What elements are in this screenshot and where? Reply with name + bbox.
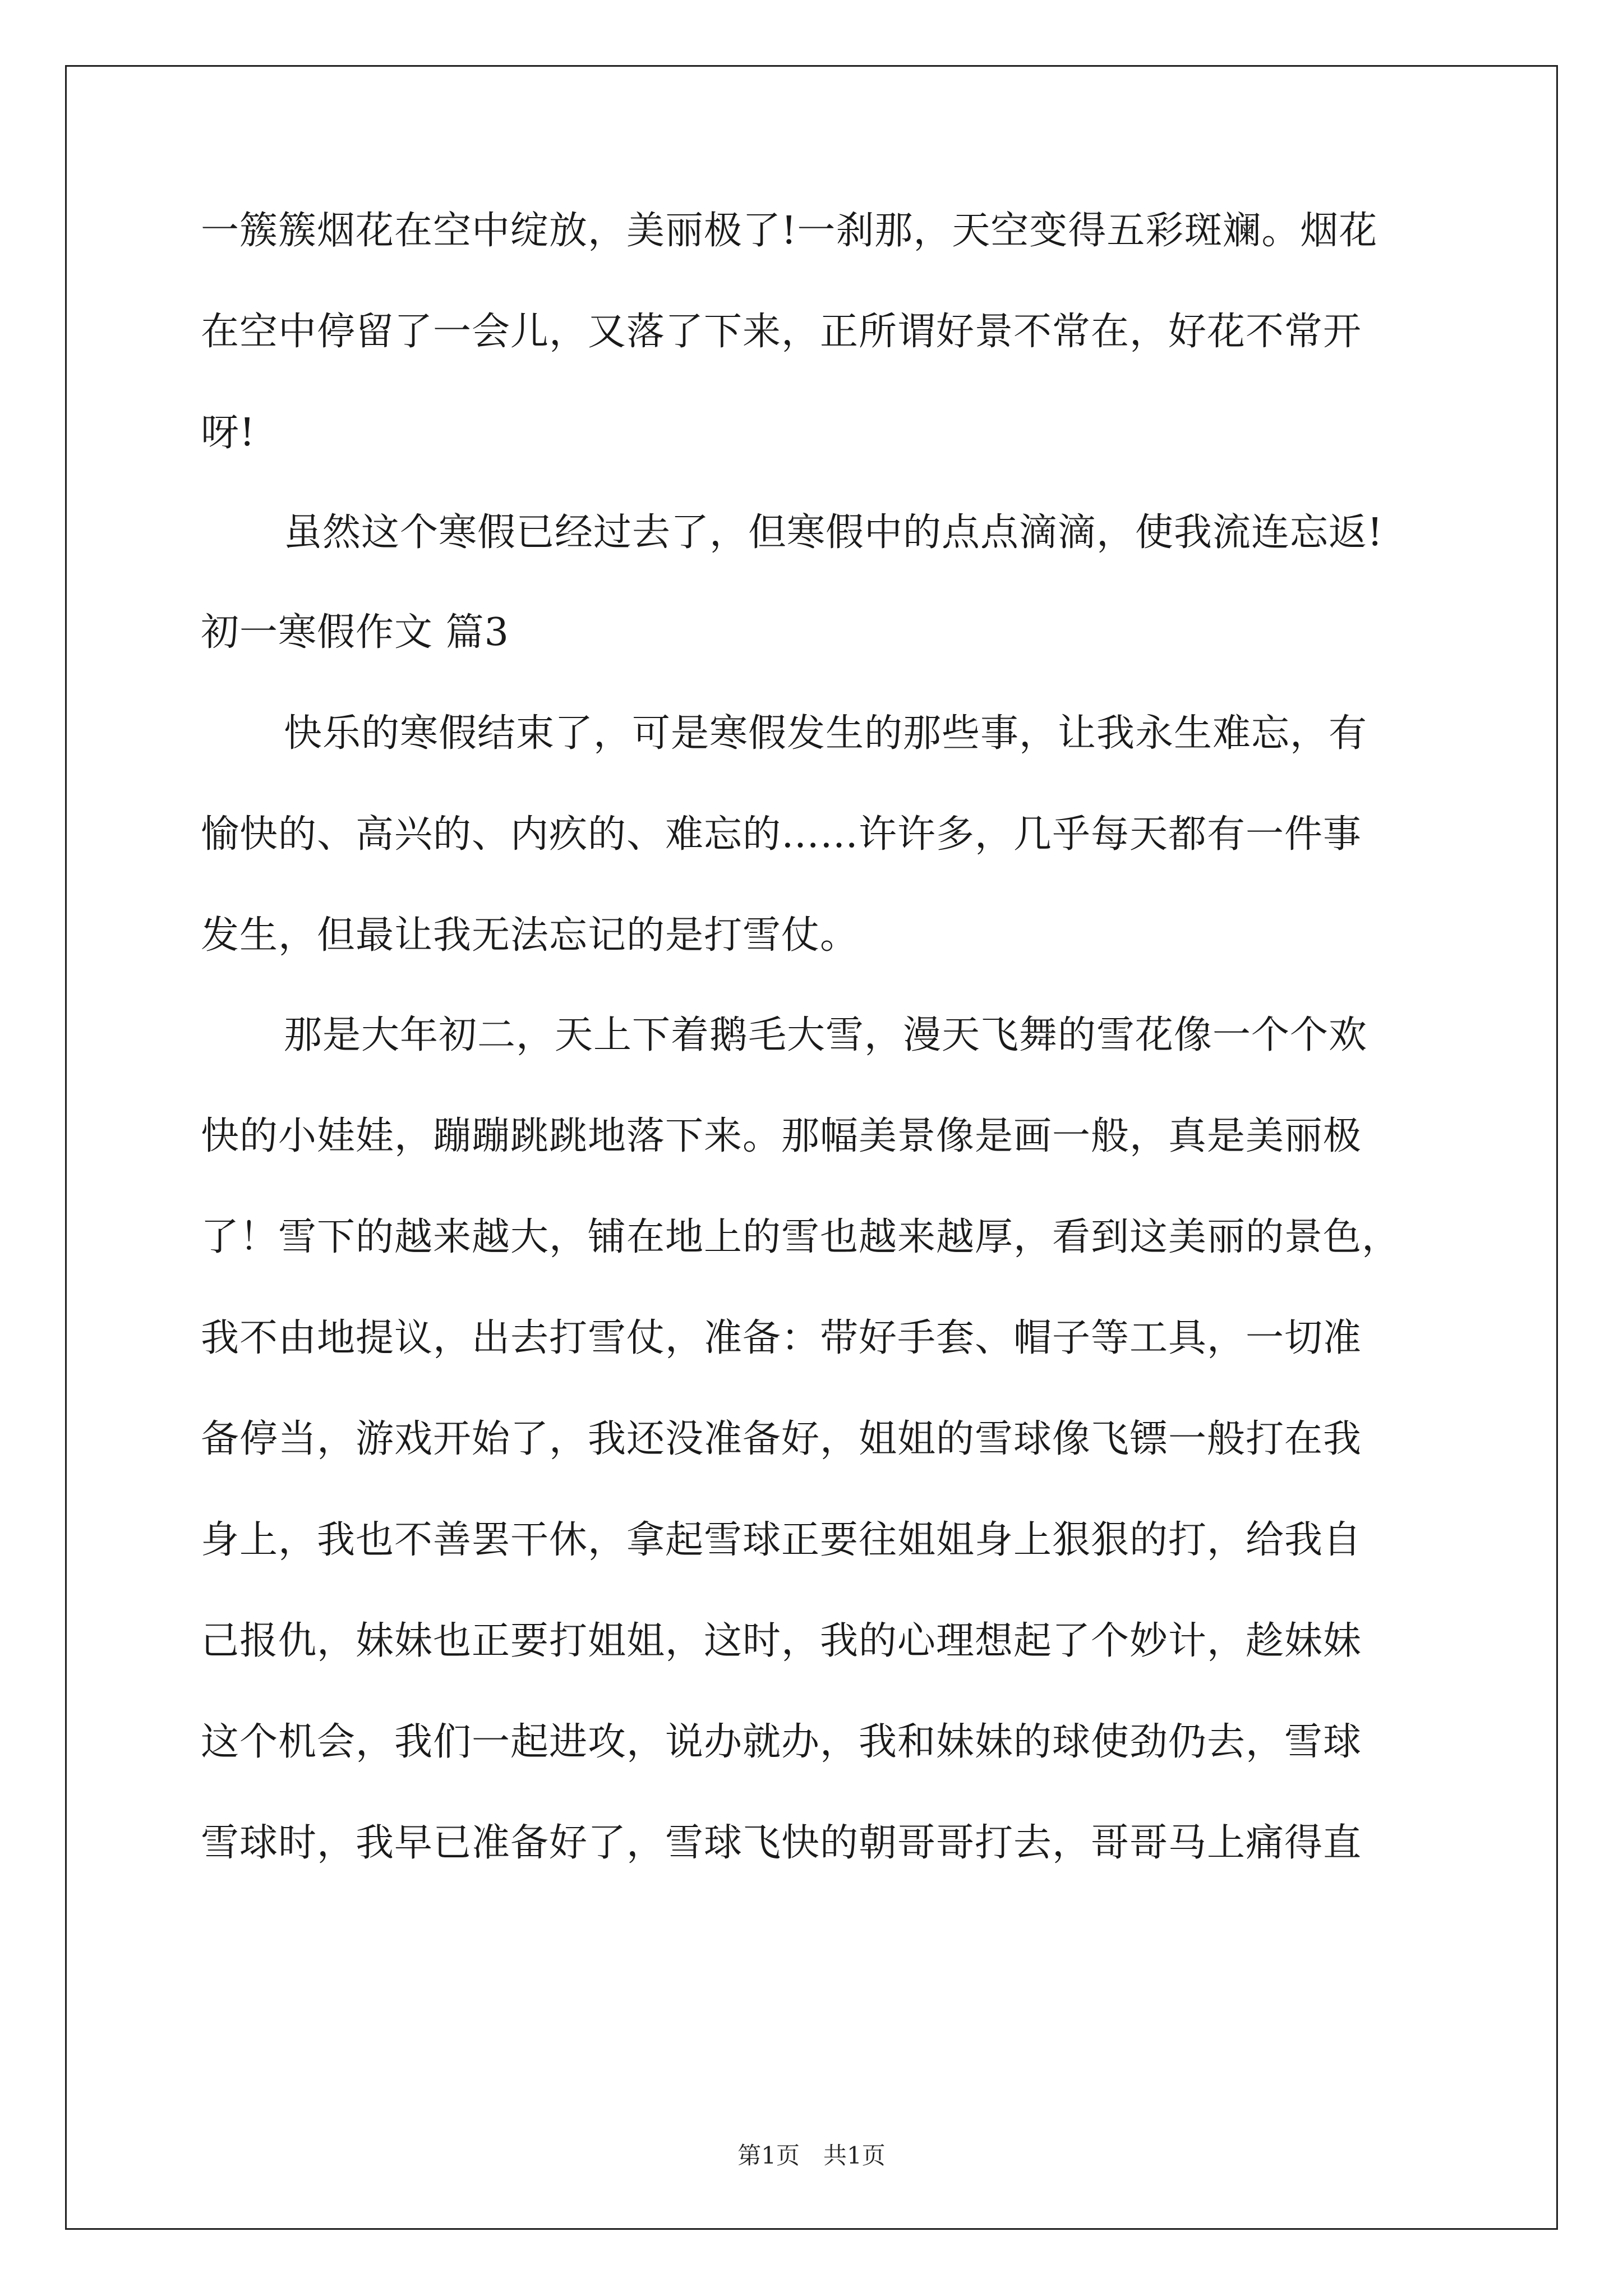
section-heading: 初一寒假作文 篇3 — [201, 610, 509, 655]
text-line: 快的小娃娃，蹦蹦跳跳地落下来。那幅美景像是画一般，真是美丽极 — [201, 1114, 1362, 1158]
text-line: 呀! — [201, 411, 256, 455]
text-line: 身上，我也不善罢干休，拿起雪球正要往姐姐身上狠狠的打，给我自 — [201, 1518, 1362, 1562]
text-line: 快乐的寒假结束了，可是寒假发生的那些事，让我永生难忘，有 — [284, 711, 1368, 756]
text-line: 我不由地提议，出去打雪仗，准备：带好手套、帽子等工具，一切准 — [201, 1316, 1362, 1360]
text-line: 备停当，游戏开始了，我还没准备好，姐姐的雪球像飞镖一般打在我 — [201, 1417, 1362, 1461]
text-line: 了！雪下的越来越大，铺在地上的雪也越来越厚，看到这美丽的景色， — [201, 1215, 1401, 1259]
text-line: 雪球时，我早已准备好了，雪球飞快的朝哥哥打去，哥哥马上痛得直 — [201, 1821, 1362, 1865]
text-line: 这个机会，我们一起进攻，说办就办，我和妹妹的球使劲仍去，雪球 — [201, 1720, 1362, 1764]
text-line: 一簇簇烟花在空中绽放，美丽极了!一刹那，天空变得五彩斑斓。烟花 — [201, 209, 1378, 253]
text-line: 在空中停留了一会儿，又落了下来，正所谓好景不常在，好花不常开 — [201, 310, 1362, 354]
text-line: 那是大年初二，天上下着鹅毛大雪，漫天飞舞的雪花像一个个欢 — [284, 1013, 1368, 1057]
text-line: 己报仇，妹妹也正要打姐姐，这时，我的心理想起了个妙计，趁妹妹 — [201, 1619, 1362, 1663]
page-footer: 第1页 共1页 — [737, 2142, 886, 2169]
text-line: 虽然这个寒假已经过去了，但寒假中的点点滴滴，使我流连忘返! — [284, 510, 1384, 555]
text-line: 发生，但最让我无法忘记的是打雪仗。 — [201, 913, 859, 958]
text-line: 愉快的、高兴的、内疚的、难忘的……许许多，几乎每天都有一件事 — [201, 812, 1362, 857]
